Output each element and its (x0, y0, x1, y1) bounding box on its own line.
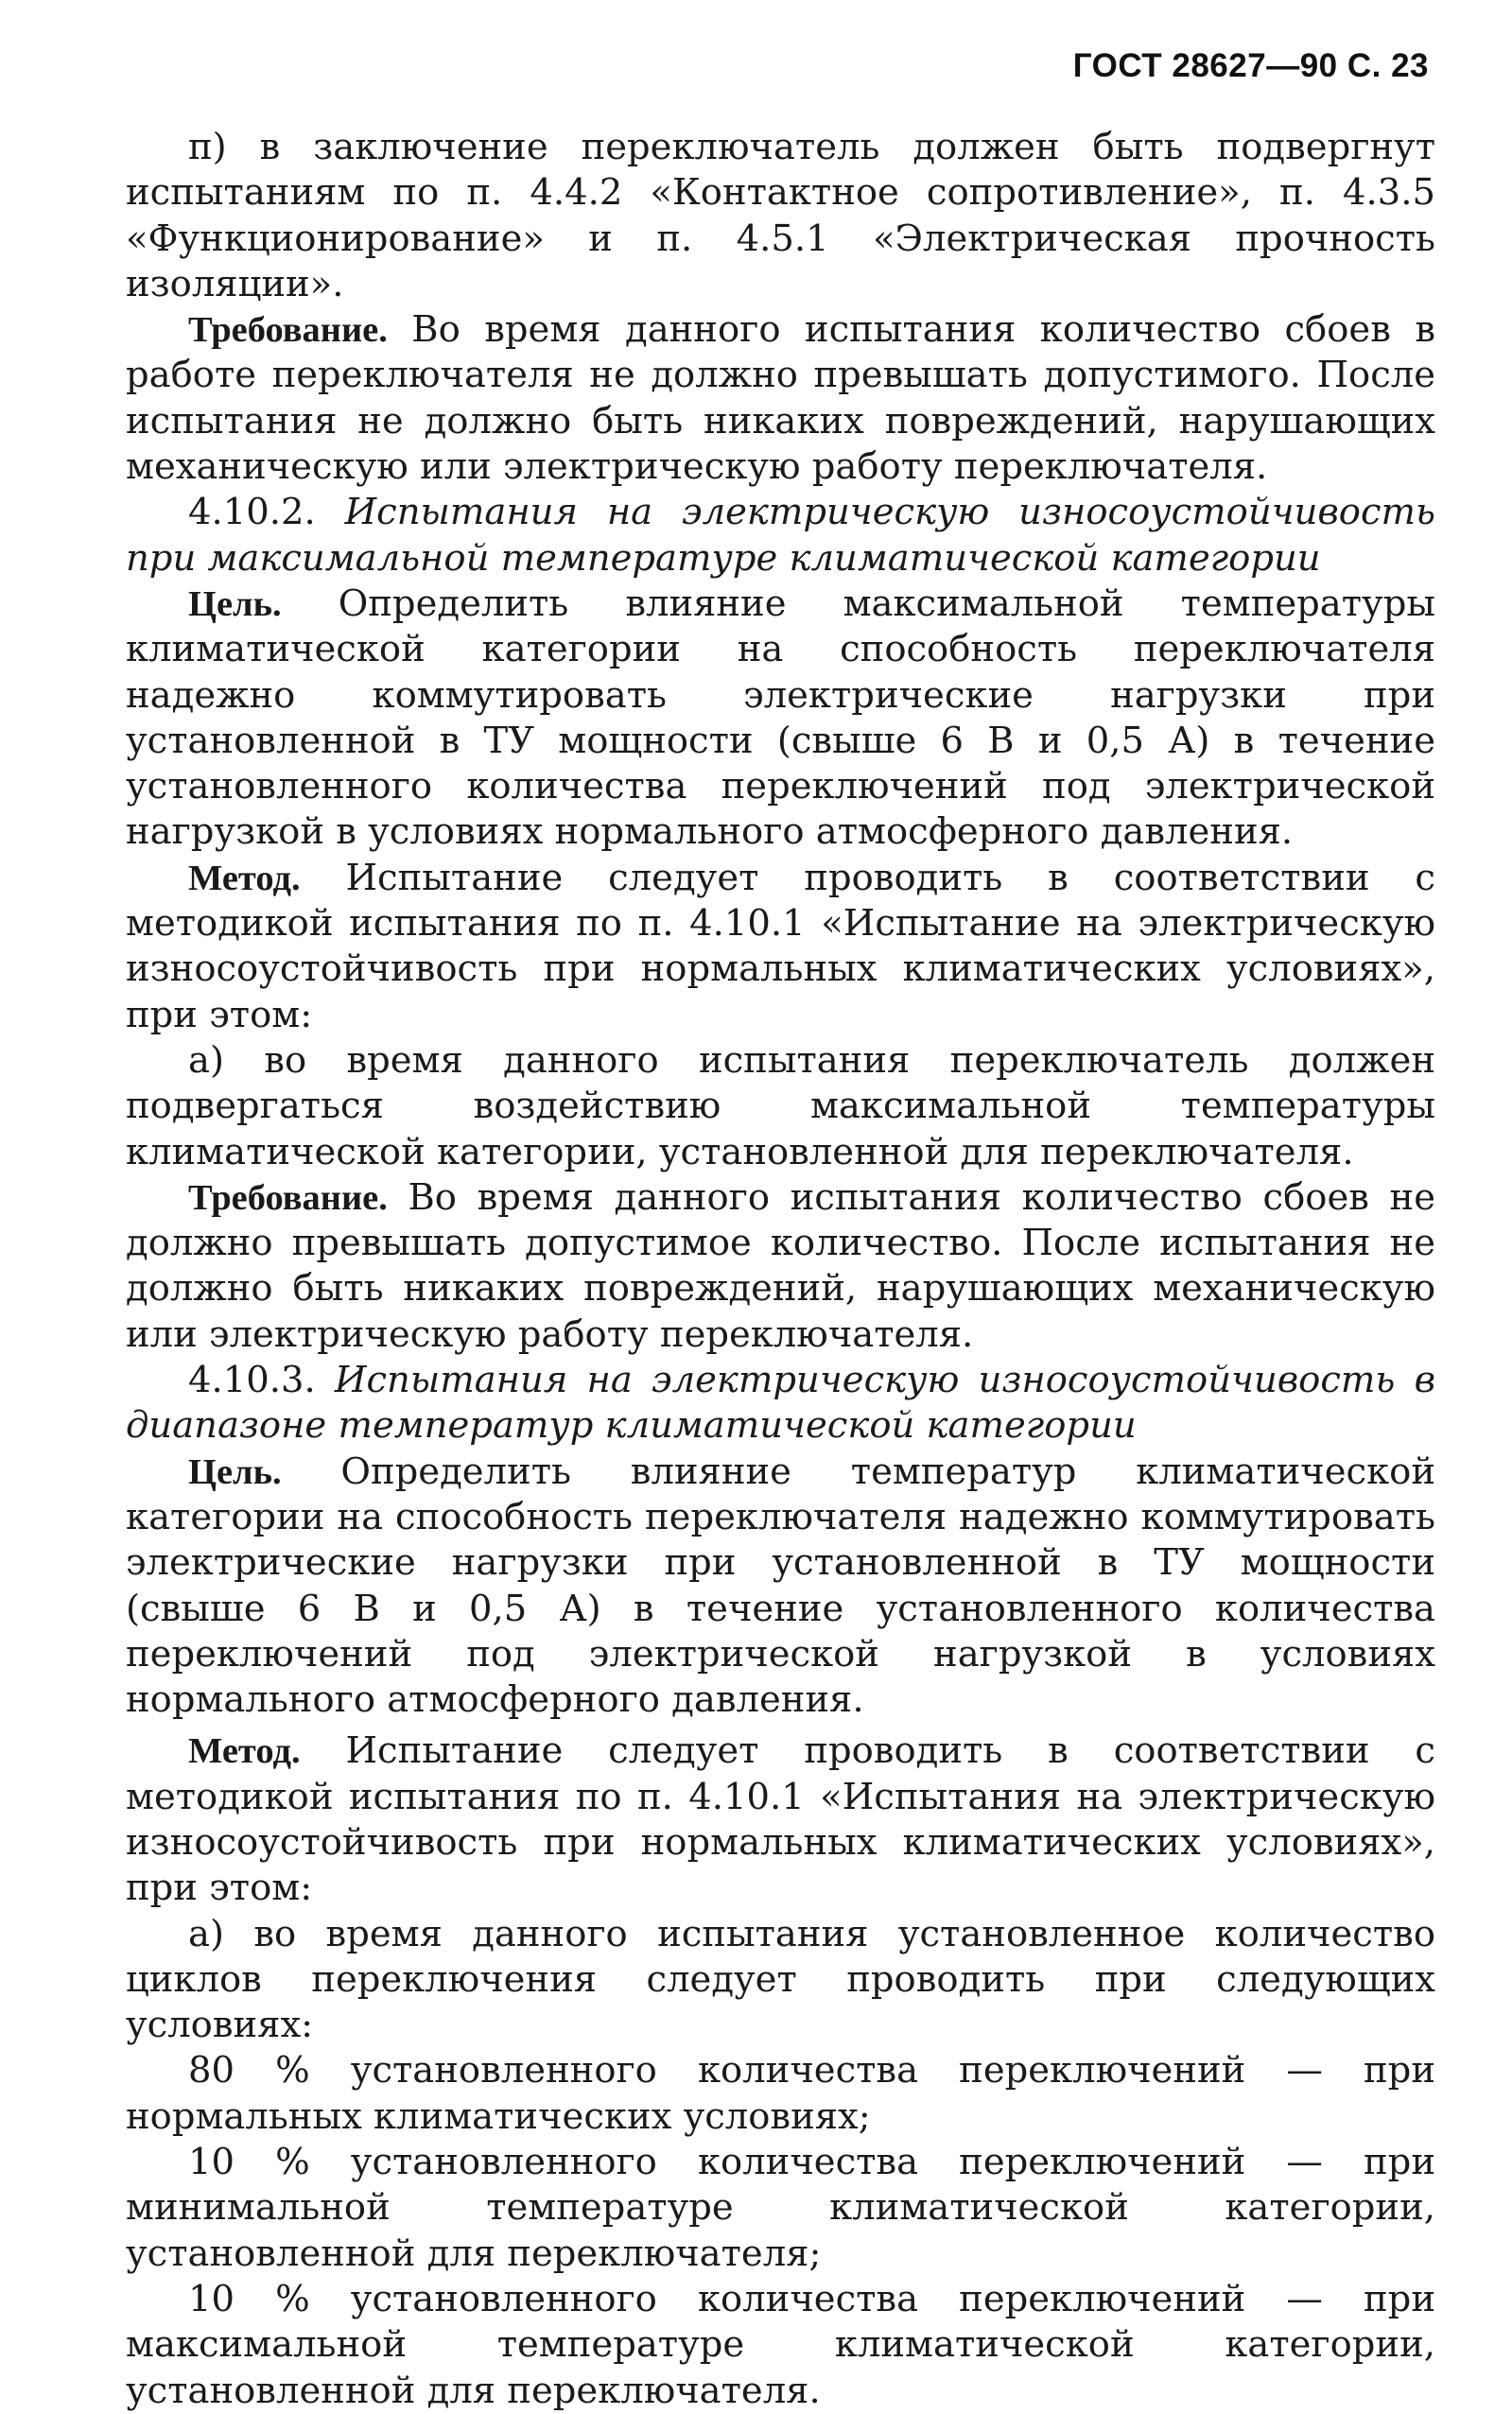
method-text: Испытание следует проводить в соответствии с методикой испытания по п. 4.10.1 «Испытания на электрическую износоустойчивость при нормальных климатических условиях», при этом: (126, 1729, 1435, 1910)
section-number: 4.10.3. (188, 1359, 316, 1402)
method-text: Испытание следует проводить в соответствии с методикой испытания по п. 4.10.1 «Испытание на электрическую износоустойчивость при нормальных климатических условиях», при этом: (126, 856, 1435, 1036)
section-number: 4.10.2. (188, 491, 316, 534)
paragraph-item-n: п) в заключение переключатель должен быть подвергнут испытаниям по п. 4.4.2 «Контактное сопротивление», п. 4.3.5 «Функционирование» и п. 4.5.1 «Электрическая прочность изоляции». (126, 126, 1435, 305)
method-label: Метод. (188, 858, 301, 898)
paragraph-method (126, 1728, 1435, 1911)
list-item-80-percent: 80 % установленного количества переключений — при нормальных климатических условиях; (126, 2049, 1435, 2138)
page-header: ГОСТ 28627—90 С. 23 (1072, 47, 1429, 84)
requirement-text: Во время данного испытания количество сбоев не должно превышать допустимое количество. После испытания не должно быть никаких повреждений, нарушающих механическую или электрическую работу переключателя. (126, 1175, 1435, 1356)
goal-label: Цель. (188, 1451, 282, 1492)
section-title: Испытания на электрическую износоустойчивость при максимальной температуре климатической категории (126, 491, 1435, 580)
list-item-10-percent-max: 10 % установленного количества переключений — при максимальной температуре климатической категории, установленной для переключателя. (126, 2277, 1435, 2412)
requirement-label: Требование. (188, 310, 388, 351)
paragraph-requirement (126, 307, 1435, 490)
requirement-text: Во время данного испытания количество сбоев в работе переключателя не должно превышать допустимого. После испытания не должно быть никаких повреждений, нарушающих механическую или электрическую работу переключателя. (126, 308, 1435, 489)
method-label: Метод. (188, 1731, 301, 1772)
paragraph-item-a: а) во время данного испытания установленное количество циклов переключения следует проводить при следующих условиях: (126, 1912, 1435, 2047)
list-item-10-percent-min: 10 % установленного количества переключений — при минимальной температуре климатической категории, установленной для переключателя; (126, 2141, 1435, 2275)
section-heading-4-10-2 (126, 490, 1435, 582)
document-body (126, 125, 1435, 2414)
goal-label: Цель. (188, 583, 282, 624)
paragraph-goal (126, 582, 1435, 856)
goal-text: Определить влияние температур климатической категории на способность переключателя надежно коммутировать электрические нагрузки при установленной в ТУ мощности (свыше 6 В и 0,5 А) в течение установленного количества переключений под электрической нагрузкой в условиях нормального атмосферного давления. (126, 1450, 1435, 1722)
paragraph-requirement (126, 1175, 1435, 1358)
requirement-label: Требование. (188, 1177, 388, 1218)
section-heading-4-10-3 (126, 1358, 1435, 1450)
goal-text: Определить влияние максимальной температуры климатической категории на способность переключателя надежно коммутировать электрические нагрузки при установленной в ТУ мощности (свыше 6 В и 0,5 А) в течение установленного количества переключений под электрической нагрузкой в условиях нормального атмосферного давления. (126, 582, 1435, 854)
section-title: Испытания на электрическую износоустойчивость в диапазоне температур климатической категории (126, 1359, 1435, 1448)
paragraph-goal (126, 1450, 1435, 1724)
paragraph-method (126, 856, 1435, 1038)
paragraph-item-a: а) во время данного испытания переключатель должен подвергаться воздействию максимальной температуры климатической категории, установленной для переключателя. (126, 1038, 1435, 1173)
